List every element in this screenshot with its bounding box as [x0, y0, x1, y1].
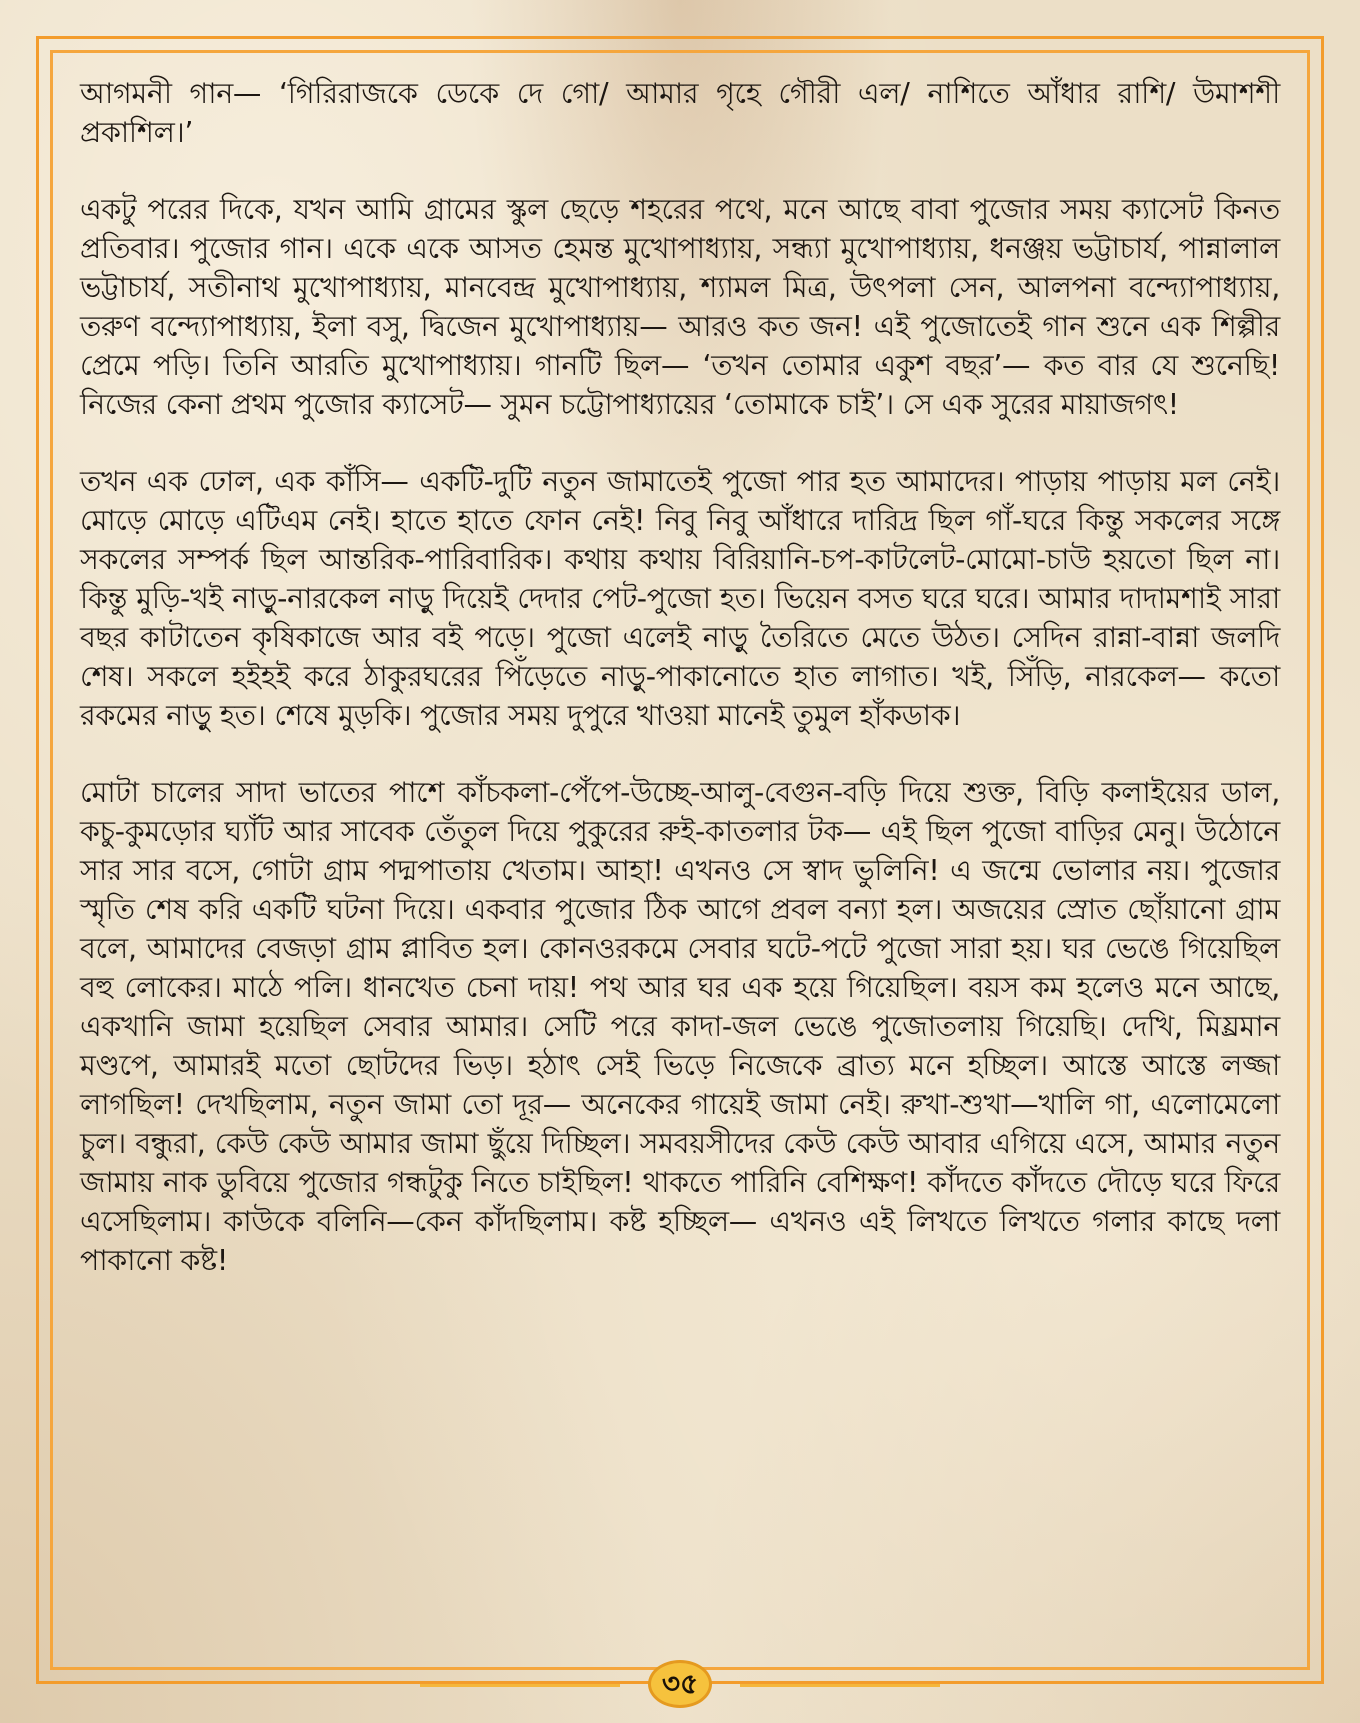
paragraph-agomoni-song: আগমনী গান— ‘গিরিরাজকে ডেকে দে গো/ আমার গৃহে গৌরী এল/ নাশিতে আঁধার রাশি/ উমাশশী প্রকাশিল।’ [80, 77, 1280, 149]
page-number-badge [648, 1660, 712, 1708]
page-number: ৩৫ [661, 1667, 699, 1700]
article-body [80, 74, 1280, 1318]
paragraph-puja-menu-flood: মোটা চালের সাদা ভাতের পাশে কাঁচকলা-পেঁপে-উচ্ছে-আলু-বেগুন-বড়ি দিয়ে শুক্ত, বিড়ি কলাইয়ের ডাল, কচু-কুমড়োর ঘ্যাঁট আর সাবেক তেঁতুল দিয়ে পুকুরের রুই-কাতলার টক— এই ছিল পুজো বাড়ির মেনু। উঠোনে সার সার বসে, গোটা গ্রাম পদ্মপাতায় খেতাম। আহা! এখনও সে স্বাদ ভুলিনি! এ জন্মে ভোলার নয়। পুজোর স্মৃতি শেষ করি একটি ঘটনা দিয়ে। একবার পুজোর ঠিক আগে প্রবল বন্যা হল। অজয়ের স্রোত ছোঁয়ানো গ্রাম বলে, আমাদের বেজড়া গ্রাম প্লাবিত হল। কোনওরকমে সেবার ঘটে-পটে পুজো সারা হয়। ঘর ভেঙে গিয়েছিল বহু লোকের। মাঠে পলি। ধানখেত চেনা দায়! পথ আর ঘর এক হয়ে গিয়েছিল। বয়স কম হলেও মনে আছে, একখানি জামা হয়েছিল সেবার আমার। সেটি পরে কাদা-জল ভেঙে পুজোতলায় গিয়েছি। দেখি, মিয়্রমান মণ্ডপে, আমারই মতো ছোটদের ভিড়। হঠাৎ সেই ভিড়ে নিজেকে ব্রাত্য মনে হচ্ছিল। আস্তে আস্তে লজ্জা লাগছিল! দেখছিলাম, নতুন জামা তো দূর— অনেকের গায়েই জামা নেই। রুখা-শুখা—খালি গা, এলোমেলো চুল। বন্ধুরা, কেউ কেউ আমার জামা ছুঁয়ে দিচ্ছিল। সমবয়সীদের কেউ কেউ আবার এগিয়ে এসে, আমার নতুন জামায় নাক ডুবিয়ে পুজোর গন্ধটুকু নিতে চাইছিল! থাকতে পারিনি বেশিক্ষণ! কাঁদতে কাঁদতে দৌড়ে ঘরে ফিরে এসেছিলাম। কাউকে বলিনি—কেন কাঁদছিলাম। কষ্ট হচ্ছিল— এখনও এই লিখতে লিখতে গলার কাছে দলা পাকানো কষ্ট! [80, 776, 1280, 1277]
paragraph-village-puja: তখন এক ঢোল, এক কাঁসি— একটি-দুটি নতুন জামাতেই পুজো পার হত আমাদের। পাড়ায় পাড়ায় মল নেই। মোড়ে মোড়ে এটিএম নেই। হাতে হাতে ফোন নেই! নিবু নিবু আঁধারে দারিদ্র ছিল গাঁ-ঘরে কিন্তু সকলের সঙ্গে সকলের সম্পর্ক ছিল আন্তরিক-পারিবারিক। কথায় কথায় বিরিয়ানি-চপ-কাটলেট-মোমো-চাউ হয়তো ছিল না। কিন্তু মুড়ি-খই নাড়ু-নারকেল নাড়ু দিয়েই দেদার পেট-পুজো হত। ভিয়েন বসত ঘরে ঘরে। আমার দাদামশাই সারা বছর কাটাতেন কৃষিকাজে আর বই পড়ে। পুজো এলেই নাড়ু তৈরিতে মেতে উঠত। সেদিন রান্না-বান্না জলদি শেষ। সকলে হইহই করে ঠাকুরঘরের পিঁড়েতে নাড়ু-পাকানোতে হাত লাগাত। খই, সিঁড়ি, নারকেল— কতো রকমের নাড়ু হত। শেষে মুড়কি। পুজোর সময় দুপুরে খাওয়া মানেই তুমুল হাঁকডাক। [80, 465, 1280, 732]
footer-rule-left [420, 1684, 620, 1687]
paragraph-puja-cassettes: একটু পরের দিকে, যখন আমি গ্রামের স্কুল ছেড়ে শহরের পথে, মনে আছে বাবা পুজোর সময় ক্যাসেট কিনত প্রতিবার। পুজোর গান। একে একে আসত হেমন্ত মুখোপাধ্যায়, সন্ধ্যা মুখোপাধ্যায়, ধনঞ্জয় ভট্টাচার্য, পান্নালাল ভট্টাচার্য, সতীনাথ মুখোপাধ্যায়, মানবেন্দ্র মুখোপাধ্যায়, শ্যামল মিত্র, উৎপলা সেন, আলপনা বন্দ্যোপাধ্যায়, তরুণ বন্দ্যোপাধ্যায়, ইলা বসু, দ্বিজেন মুখোপাধ্যায়— আরও কত জন! এই পুজোতেই গান শুনে এক শিল্পীর প্রেমে পড়ি। তিনি আরতি মুখোপাধ্যায়। গানটি ছিল— ‘তখন তোমার একুশ বছর’— কত বার যে শুনেছি! নিজের কেনা প্রথম পুজোর ক্যাসেট— সুমন চট্টোপাধ্যায়ের ‘তোমাকে চাই’। সে এক সুরের মায়াজগৎ! [80, 193, 1280, 421]
footer-rule-right [740, 1684, 940, 1687]
